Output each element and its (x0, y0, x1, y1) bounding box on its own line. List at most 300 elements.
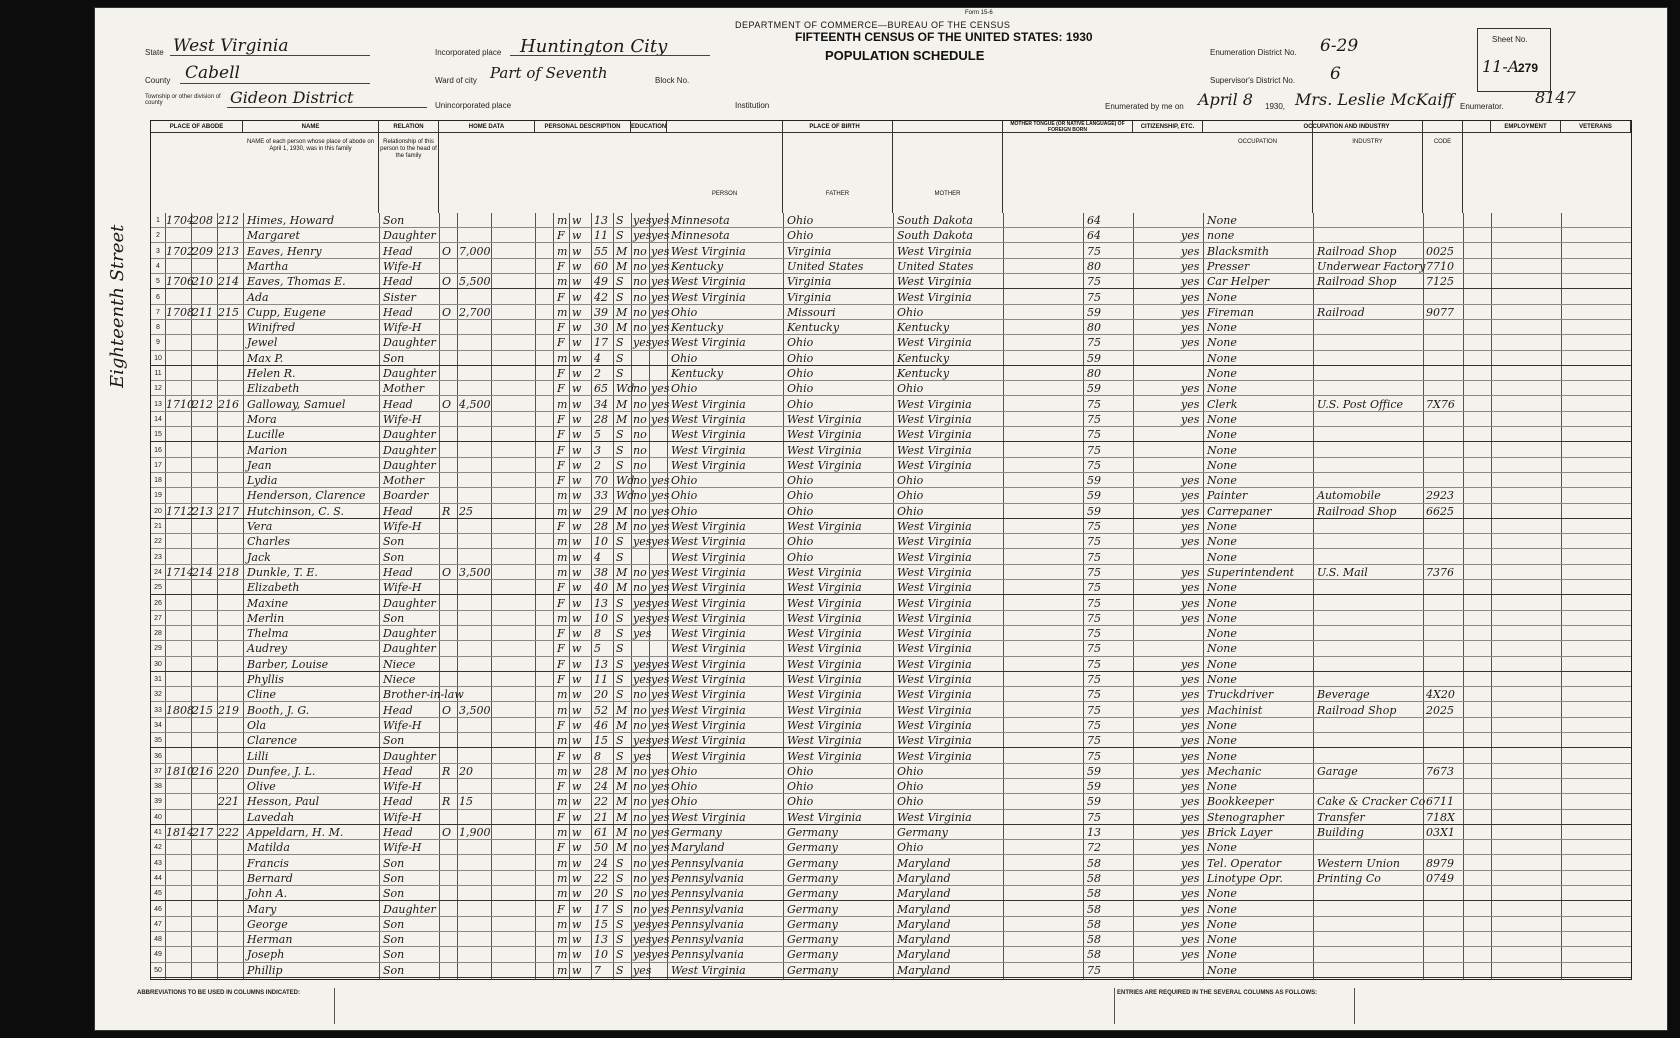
cell-fam (218, 932, 243, 947)
cell-rel: Son (383, 856, 405, 870)
cell-fam (218, 871, 243, 886)
cell-mbp: West Virginia (897, 412, 972, 426)
cell-race: w (572, 259, 582, 273)
cell-dw (192, 596, 217, 611)
cell-bp: West Virginia (671, 963, 746, 977)
cell-name: Cline (247, 688, 277, 702)
cell-occ: Carrepaner (1207, 504, 1272, 518)
cell-name: Booth, J. G. (247, 703, 310, 717)
table-row (151, 779, 1631, 794)
cell-own (442, 917, 457, 932)
cell-eng (1181, 963, 1203, 978)
cell-eng: yes (1181, 290, 1200, 304)
cell-school: no (633, 688, 647, 702)
cell-school: no (633, 428, 647, 442)
cell-n: 44 (154, 874, 162, 882)
cell-read: yes (651, 856, 670, 870)
cell-mar: S (616, 627, 624, 641)
cell-n: 8 (156, 324, 160, 332)
cell-eng: yes (1181, 871, 1200, 885)
cell-mbp: West Virginia (897, 535, 972, 549)
cell-school: no (633, 382, 647, 396)
cell-read: yes (651, 948, 670, 962)
cell-dw (192, 473, 217, 488)
table-row (151, 764, 1631, 779)
cell-own (442, 902, 457, 917)
cell-ind (1317, 672, 1423, 687)
cell-race: w (572, 749, 582, 763)
cell-mbp: Maryland (897, 871, 951, 885)
census-sheet (95, 8, 1667, 1030)
cell-dw: 215 (192, 703, 213, 717)
cell-dw: 210 (192, 275, 213, 289)
abbreviations-box (335, 988, 1115, 1024)
cell-bp: West Virginia (671, 550, 746, 564)
cell-eng: yes (1181, 718, 1200, 732)
cell-code: 58 (1087, 871, 1101, 885)
cell-val: 2,700 (459, 305, 491, 319)
cell-bp: West Virginia (671, 810, 746, 824)
cell-mar: S (616, 657, 624, 671)
cell-n: 14 (154, 415, 162, 423)
cell-occ-code (1426, 840, 1463, 855)
township-label: Township or other division of county (145, 94, 221, 106)
cell-n: 40 (154, 813, 162, 821)
cell-val (459, 335, 491, 350)
cell-own (442, 443, 457, 458)
column-person-header: PERSON (667, 121, 783, 213)
cell-street (166, 932, 191, 947)
supervisor-value: 6 (1330, 64, 1341, 84)
cell-occ: None (1207, 520, 1237, 533)
cell-read: yes (651, 214, 670, 227)
cell-street (166, 657, 191, 672)
cell-ind (1317, 290, 1423, 305)
cell-street: 1706 (166, 275, 194, 289)
cell-dw: 216 (192, 764, 213, 778)
cell-mar: S (616, 611, 624, 625)
cell-age: 55 (594, 244, 608, 258)
cell-occ-code (1426, 213, 1463, 228)
cell-dw (192, 290, 217, 305)
cell-mar: M (616, 504, 628, 518)
cell-dw (192, 626, 217, 641)
table-row (151, 519, 1631, 534)
cell-fbp: Virginia (787, 290, 832, 304)
cell-school: yes (633, 229, 652, 243)
cell-own (442, 458, 457, 473)
census-table (150, 120, 1632, 980)
cell-val: 4,500 (459, 397, 491, 411)
cell-mbp: West Virginia (897, 657, 972, 671)
cell-name: Lavedah (247, 810, 295, 824)
cell-n: 24 (154, 568, 162, 576)
cell-eng (1181, 458, 1203, 473)
cell-name: Mora (247, 412, 277, 426)
table-row (151, 259, 1631, 274)
cell-race: w (572, 673, 582, 686)
cell-dw: 213 (192, 504, 213, 518)
cell-val (459, 381, 491, 396)
cell-school: no (633, 902, 647, 916)
cell-dw: 208 (192, 214, 213, 227)
cell-fbp: Kentucky (787, 321, 840, 335)
cell-fam (218, 810, 243, 825)
cell-ind (1317, 733, 1423, 748)
cell-fbp: Germany (787, 826, 838, 839)
sheet-number-box (1477, 28, 1551, 92)
table-row (151, 687, 1631, 702)
cell-fam (218, 840, 243, 855)
cell-mar: S (616, 550, 624, 564)
cell-mbp: West Virginia (897, 718, 972, 732)
cell-fam (218, 963, 243, 978)
cell-bp: West Virginia (671, 428, 746, 442)
cell-dw (192, 932, 217, 947)
cell-mbp: South Dakota (897, 214, 973, 227)
cell-sex: F (557, 443, 565, 457)
cell-dw (192, 902, 217, 917)
cell-ind (1317, 366, 1423, 381)
cell-school: yes (633, 336, 652, 350)
cell-street (166, 488, 191, 503)
cell-val (459, 290, 491, 305)
cell-street (166, 779, 191, 794)
cell-rel: Daughter (383, 443, 436, 457)
cell-mar: S (616, 871, 624, 885)
cell-name: Lilli (247, 749, 269, 763)
cell-n: 13 (154, 400, 162, 408)
cell-ind: Automobile (1317, 489, 1381, 503)
table-row (151, 580, 1631, 595)
ward-label: Ward of city (435, 76, 477, 85)
cell-eng: yes (1181, 902, 1200, 916)
cell-occ-code (1426, 443, 1463, 458)
cell-n: 2 (156, 232, 160, 240)
cell-n: 30 (154, 660, 162, 668)
cell-name: Margaret (247, 229, 300, 243)
cell-dw: 209 (192, 244, 213, 258)
cell-read: yes (651, 596, 670, 610)
cell-ind: Railroad (1317, 305, 1365, 319)
cell-name: Hesson, Paul (247, 795, 320, 809)
cell-school: yes (633, 963, 652, 977)
cell-sex: m (557, 963, 568, 977)
cell-name: Vera (247, 520, 273, 533)
cell-eng (1181, 213, 1203, 228)
cell-race: w (572, 443, 582, 457)
cell-own (442, 320, 457, 335)
cell-mbp: Ohio (897, 764, 924, 778)
cell-rel: Niece (383, 673, 416, 686)
cell-mbp: South Dakota (897, 229, 973, 243)
cell-fam: 219 (218, 703, 239, 717)
cell-fbp: Germany (787, 902, 838, 916)
cell-race: w (572, 810, 582, 824)
group-citizenship: CITIZENSHIP, ETC. (1133, 121, 1203, 133)
cell-bp: Pennsylvania (671, 948, 744, 962)
cell-fbp: West Virginia (787, 520, 862, 533)
cell-ind (1317, 749, 1423, 764)
table-row (151, 213, 1631, 228)
cell-name: Clarence (247, 734, 298, 748)
cell-rel: Son (383, 933, 405, 947)
cell-occ-code: 7710 (1426, 259, 1454, 273)
cell-occ: None (1207, 734, 1237, 748)
cell-fam (218, 917, 243, 932)
cell-fbp: West Virginia (787, 428, 862, 442)
cell-mar: S (616, 917, 624, 931)
cell-occ: None (1207, 581, 1237, 595)
cell-fbp: Ohio (787, 780, 814, 794)
cell-age: 49 (594, 275, 608, 289)
cell-street (166, 902, 191, 917)
cell-age: 2 (594, 458, 601, 472)
cell-rel: Wife-H (383, 810, 422, 824)
cell-race: w (572, 397, 582, 411)
cell-own (442, 228, 457, 243)
cell-fbp: Ohio (787, 504, 814, 518)
cell-age: 50 (594, 841, 608, 855)
cell-eng: yes (1181, 841, 1200, 855)
table-row (151, 963, 1631, 978)
cell-code: 59 (1087, 504, 1101, 518)
cell-read: yes (651, 244, 670, 258)
cell-street: 1814 (166, 826, 194, 839)
cell-street (166, 351, 191, 366)
cell-read: yes (651, 290, 670, 304)
cell-sex: m (557, 734, 568, 748)
cell-name: Francis (247, 856, 289, 870)
cell-occ: none (1207, 229, 1235, 243)
cell-mbp: Kentucky (897, 321, 950, 335)
cell-own (442, 473, 457, 488)
cell-ind (1317, 718, 1423, 733)
cell-school: no (633, 305, 647, 319)
cell-own (442, 932, 457, 947)
cell-school: no (633, 489, 647, 503)
cell-sex: m (557, 948, 568, 962)
cell-own: O (442, 397, 452, 411)
cell-race: w (572, 734, 582, 748)
cell-street: 1708 (166, 305, 194, 319)
cell-name: Olive (247, 780, 276, 794)
enumerator-label: Enumerator. (1460, 102, 1504, 111)
cell-name: Eaves, Thomas E. (247, 275, 346, 289)
cell-rel: Head (383, 826, 413, 839)
cell-school: no (633, 826, 647, 839)
cell-read (651, 626, 667, 641)
cell-mar: S (616, 887, 624, 901)
cell-fam (218, 427, 243, 442)
cell-school: no (633, 397, 647, 411)
cell-fbp: West Virginia (787, 703, 862, 717)
cell-fbp: West Virginia (787, 627, 862, 641)
cell-race: w (572, 902, 582, 916)
cell-school: yes (633, 627, 652, 641)
cell-street: 1808 (166, 703, 194, 717)
cell-rel: Wife-H (383, 780, 422, 794)
cell-dw (192, 917, 217, 932)
cell-street (166, 886, 191, 901)
cell-fbp: West Virginia (787, 458, 862, 472)
cell-mar: S (616, 214, 624, 227)
cell-occ-code (1426, 641, 1463, 656)
cell-fam (218, 641, 243, 656)
cell-val (459, 412, 491, 427)
cell-street (166, 672, 191, 687)
enumerated-date: April 8 (1198, 90, 1253, 109)
cell-street (166, 871, 191, 886)
cell-ind (1317, 519, 1423, 534)
cell-n: 17 (154, 461, 162, 469)
cell-val (459, 488, 491, 503)
cell-bp: West Virginia (671, 734, 746, 748)
cell-code: 64 (1087, 229, 1101, 243)
cell-n: 42 (154, 844, 162, 852)
cell-mar: S (616, 443, 624, 457)
column-code-header: CODE (1423, 121, 1463, 213)
cell-occ-code (1426, 320, 1463, 335)
cell-fbp: West Virginia (787, 734, 862, 748)
cell-dw (192, 963, 217, 978)
cell-code: 59 (1087, 780, 1101, 794)
table-row (151, 672, 1631, 687)
cell-val (459, 519, 491, 534)
cell-mbp: Maryland (897, 933, 951, 947)
cell-occ-code (1426, 427, 1463, 442)
cell-occ: Stenographer (1207, 810, 1284, 824)
cell-eng (1181, 641, 1203, 656)
cell-sex: m (557, 565, 568, 579)
cell-mbp: West Virginia (897, 458, 972, 472)
cell-fbp: Ohio (787, 367, 814, 380)
cell-eng: yes (1181, 535, 1200, 549)
cell-read: yes (651, 887, 670, 901)
cell-bp: West Virginia (671, 718, 746, 732)
cell-occ: Machinist (1207, 703, 1263, 717)
cell-fam: 215 (218, 305, 239, 319)
table-row (151, 871, 1631, 886)
table-row (151, 565, 1631, 580)
cell-mar: M (616, 259, 628, 273)
cell-occ: Mechanic (1207, 764, 1262, 778)
cell-val (459, 749, 491, 764)
cell-fam: 222 (218, 826, 239, 839)
cell-occ: None (1207, 749, 1237, 763)
cell-dw (192, 412, 217, 427)
cell-name: Merlin (247, 611, 285, 625)
cell-n: 12 (154, 385, 162, 393)
cell-race: w (572, 657, 582, 671)
cell-own: O (442, 275, 452, 289)
cell-occ: None (1207, 412, 1237, 426)
cell-n: 49 (154, 951, 162, 959)
cell-mbp: West Virginia (897, 611, 972, 625)
cell-race: w (572, 412, 582, 426)
cell-mbp: West Virginia (897, 596, 972, 610)
cell-code: 75 (1087, 581, 1101, 595)
cell-sex: m (557, 305, 568, 319)
cell-occ: None (1207, 917, 1237, 931)
cell-dw: 212 (192, 397, 213, 411)
cell-bp: West Virginia (671, 642, 746, 656)
cell-occ: None (1207, 443, 1237, 457)
cell-street (166, 733, 191, 748)
cell-eng: yes (1181, 657, 1200, 671)
cell-read: yes (651, 535, 670, 549)
cell-bp: Ohio (671, 764, 698, 778)
cell-name: Phillip (247, 963, 283, 977)
cell-race: w (572, 841, 582, 855)
cell-age: 5 (594, 642, 601, 656)
cell-sex: F (557, 474, 565, 488)
cell-bp: West Virginia (671, 673, 746, 686)
cell-eng: yes (1181, 244, 1200, 258)
cell-mbp: Ohio (897, 489, 924, 503)
cell-read: yes (651, 764, 670, 778)
cell-bp: West Virginia (671, 458, 746, 472)
unincorporated-label: Unincorporated place (435, 101, 512, 110)
cell-rel: Head (383, 244, 413, 258)
entries-title: ENTRIES ARE REQUIRED IN THE SEVERAL COLUMNS AS FOLLOWS: (1115, 988, 1355, 1024)
cell-school: yes (633, 948, 652, 962)
cell-sex: m (557, 933, 568, 947)
cell-ind (1317, 335, 1423, 350)
cell-n: 29 (154, 645, 162, 653)
cell-race: w (572, 489, 582, 503)
cell-read: yes (651, 902, 670, 916)
cell-fam (218, 749, 243, 764)
cell-school: yes (633, 214, 652, 227)
cell-age: 15 (594, 917, 608, 931)
cell-ind (1317, 228, 1423, 243)
cell-own (442, 871, 457, 886)
cell-mar: S (616, 933, 624, 947)
table-row (151, 626, 1631, 641)
cell-rel: Son (383, 611, 405, 625)
cell-read (651, 749, 667, 764)
cell-own (442, 718, 457, 733)
cell-n: 20 (154, 507, 162, 515)
cell-read: yes (651, 611, 670, 625)
cell-street (166, 856, 191, 871)
cell-name: Lucille (247, 428, 285, 442)
cell-code: 75 (1087, 443, 1101, 457)
cell-sex: m (557, 703, 568, 717)
cell-occ-code (1426, 458, 1463, 473)
cell-dw (192, 687, 217, 702)
cell-name: Matilda (247, 841, 290, 855)
cell-fbp: Ohio (787, 474, 814, 488)
cell-sex: F (557, 382, 565, 396)
cell-code: 75 (1087, 397, 1101, 411)
cell-dw (192, 335, 217, 350)
cell-eng: yes (1181, 764, 1200, 778)
group-veterans: VETERANS (1561, 121, 1631, 133)
cell-bp: Minnesota (671, 214, 730, 227)
cell-eng (1181, 550, 1203, 565)
cell-street: 1712 (166, 504, 194, 518)
cell-fam (218, 856, 243, 871)
cell-rel: Wife-H (383, 259, 422, 273)
cell-code: 59 (1087, 474, 1101, 488)
cell-mbp: Ohio (897, 780, 924, 794)
cell-fam (218, 580, 243, 595)
cell-own (442, 611, 457, 626)
cell-occ: None (1207, 367, 1237, 380)
cell-street (166, 749, 191, 764)
